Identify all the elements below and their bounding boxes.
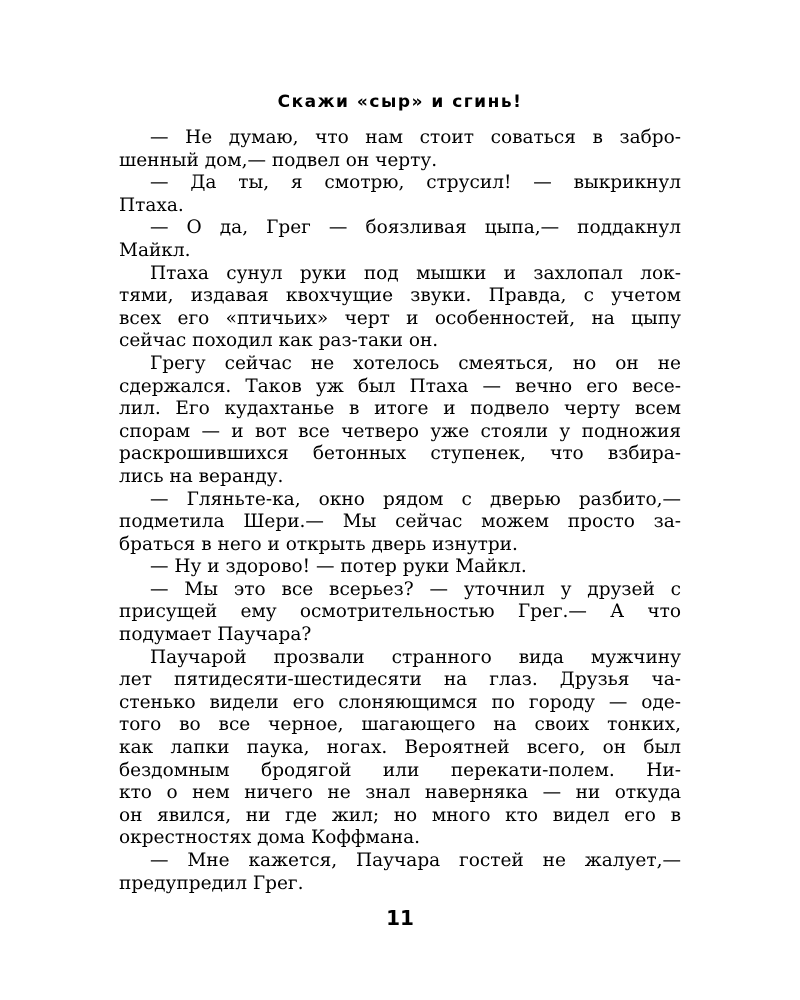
- text-line-content: всех его «птичьих» черт и особенностей, на цыпу: [119, 307, 681, 329]
- page-number: 11: [386, 906, 414, 930]
- text-line-content: стенько видели его слоняющимся по городу — оде-: [119, 691, 681, 713]
- text-line: [119, 489, 681, 512]
- text-line-content: того во все черное, шагающего на своих тонких,: [119, 714, 681, 736]
- text-line: [119, 443, 681, 466]
- text-line: [119, 760, 681, 783]
- text-line: [119, 692, 681, 715]
- text-line: [119, 827, 681, 850]
- text-line-content: лет пятидесяти-шестидесяти на глаз. Друзья ча-: [119, 669, 681, 691]
- text-line-content: предупредил Грег.: [119, 872, 304, 894]
- text-line: [119, 850, 681, 873]
- text-line-content: как лапки паука, ногах. Вероятней всего, он был: [119, 737, 681, 759]
- text-line-content: браться в него и открыть дверь изнутри.: [119, 533, 518, 555]
- text-line-content: сдержался. Таков уж был Птаха — вечно его весе-: [119, 375, 681, 397]
- text-line: [119, 805, 681, 828]
- text-line-content: лил. Его кудахтанье в итоге и подвело черту всем: [119, 398, 681, 420]
- text-line-content: — Гляньте-ка, окно рядом с дверью разбито,—: [150, 488, 681, 510]
- text-line: [119, 873, 681, 896]
- text-line-content: — Мне кажется, Паучара гостей не жалует,—: [150, 850, 681, 871]
- text-line-content: спорам — и вот все четверо уже стояли у подножия: [119, 420, 681, 442]
- text-line: [119, 330, 681, 353]
- text-line-content: тями, издавая квохчущие звуки. Правда, с учетом: [119, 285, 681, 307]
- text-line: [119, 172, 681, 195]
- text-line-content: Птаха сунул руки под мышки и захлопал лок-: [150, 262, 681, 284]
- text-line: [119, 150, 681, 173]
- text-line: [119, 421, 681, 444]
- text-line-content: шенный дом,— подвел он черту.: [119, 149, 438, 171]
- text-line-content: бездомным бродягой или перекати-полем. Ни-: [119, 759, 681, 781]
- text-line: [119, 714, 681, 737]
- text-line: [119, 579, 681, 602]
- text-line: [119, 285, 681, 308]
- text-line-content: лись на веранду.: [119, 465, 284, 487]
- text-line: [119, 308, 681, 331]
- text-line: [119, 466, 681, 489]
- text-line-content: — Да ты, я смотрю, струсил! — выкрикнул: [150, 172, 681, 194]
- text-line-content: Паучарой прозвали странного вида мужчину: [150, 646, 681, 668]
- text-line-content: Грегу сейчас не хотелось смеяться, но он не: [150, 352, 681, 374]
- text-line-content: подумает Паучара?: [119, 624, 312, 646]
- text-line-content: — Ну и здорово! — потер руки Майкл.: [150, 556, 527, 578]
- text-line: [119, 737, 681, 760]
- text-line-content: раскрошившихся бетонных ступенек, что взбира-: [119, 443, 681, 465]
- text-line-content: — О да, Грег — боязливая цыпа,— поддакнул: [150, 217, 681, 239]
- text-line-content: присущей ему осмотрительностью Грег.— А что: [119, 601, 681, 623]
- text-line: [119, 782, 681, 805]
- text-line-content: — Мы это все всерьез? — уточнил у друзей с: [150, 578, 681, 600]
- body-text: [119, 127, 681, 895]
- text-line: [119, 511, 681, 534]
- running-title: Скажи «сыр» и сгинь!: [277, 92, 523, 112]
- text-line-content: сейчас походил как раз-таки он.: [119, 330, 439, 352]
- text-line: [119, 556, 681, 579]
- text-line: [119, 647, 681, 670]
- text-line: [119, 398, 681, 421]
- text-line-content: — Не думаю, что нам стоит соваться в забро-: [150, 127, 681, 148]
- text-line: [119, 534, 681, 557]
- text-line-content: кто о нем ничего не знал наверняка — ни откуда: [119, 782, 681, 804]
- text-line: [119, 624, 681, 647]
- text-line-content: окрестностях дома Коффмана.: [119, 827, 421, 849]
- text-line: [119, 195, 681, 218]
- text-line: [119, 263, 681, 286]
- text-line: [119, 353, 681, 376]
- text-line: [119, 376, 681, 399]
- text-line: [119, 669, 681, 692]
- text-line-content: он явился, ни где жил; но много кто видел его в: [119, 804, 681, 826]
- text-line: [119, 127, 681, 150]
- text-line: [119, 217, 681, 240]
- text-line-content: Майкл.: [119, 239, 191, 261]
- text-line: [119, 601, 681, 624]
- text-line-content: Птаха.: [119, 194, 184, 216]
- text-line-content: подметила Шери.— Мы сейчас можем просто за-: [119, 511, 681, 533]
- text-line: [119, 240, 681, 263]
